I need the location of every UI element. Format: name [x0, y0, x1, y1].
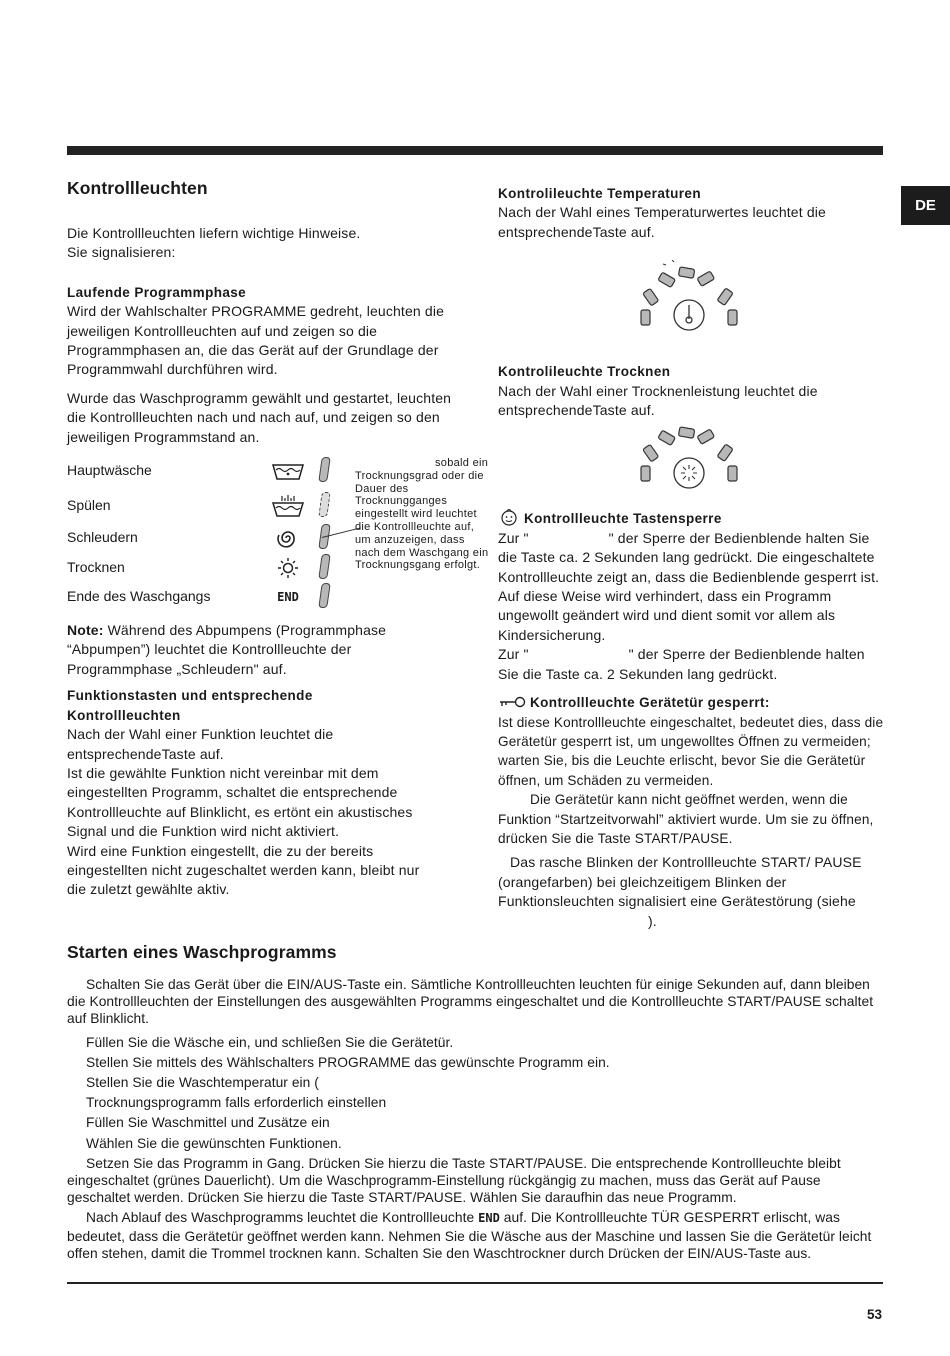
- temp-text: Nach der Wahl eines Temperaturwertes leuchtet die entsprechendeTaste auf.: [498, 204, 826, 240]
- rinse-tub-icon: [267, 495, 309, 517]
- lock-text-c: Zur ": [498, 646, 529, 663]
- side-note-text: sobald ein Trocknungsgrad oder die Dauer des Trocknungganges eingestellt wird leuchtet die Kontrollleuchte auf, um anzuzeigen, dass nach dem Waschgang ein Trocknungsgang erfolgt.: [355, 457, 489, 572]
- lock-heading-row: [498, 508, 884, 528]
- phase-row-end: [67, 586, 332, 608]
- page-number: 53: [867, 1307, 883, 1322]
- error-text-tail: ).: [648, 912, 657, 929]
- error-text-body: Das rasche Blinken der Kontrollleuchte START/ PAUSE (orangefarben) bei gleichzeitigem Blinken der Funktionsleuchten signalisiert eine Gerätestörung (siehe: [498, 854, 862, 910]
- child-lock-icon: [498, 508, 520, 526]
- dry-text: Nach der Wahl einer Trocknenleistung leuchtet die entsprechendeTaste auf.: [498, 382, 818, 419]
- func-text: Nach der Wahl einer Funktion leuchtet die entsprechendeTaste auf.: [67, 726, 334, 762]
- left-column: [67, 178, 489, 900]
- door-heading-row: [498, 693, 884, 712]
- lock-text-b: " der Sperre der Bedienblende halten Sie die Taste ca. 2 Sekunden lang gedrückt. Die eingeschaltete Kontrollleuchte zeigt an, dass die Bedienblende gesperrt ist. Auf diese Weise wird verhindert, dass ein Programm ungewollt geändert wird und dient somit vor allem als Kindersicherung.: [498, 529, 880, 643]
- end-icon: END: [277, 590, 299, 605]
- section-title-kontrollleuchten: Kontrollleuchten: [67, 178, 208, 198]
- sun-dry-icon: [267, 557, 309, 579]
- lock-heading: Kontrollleuchte Tastensperre: [524, 511, 722, 527]
- lock-text-d: " der Sperre der Bedienblende halten Sie die Taste ca. 2 Sekunden lang gedrückt.: [498, 646, 865, 682]
- dry-heading: Kontrolileuchte Trocknen: [498, 364, 671, 380]
- start-step-4: Stellen Sie die Waschtemperatur ein (: [86, 1075, 319, 1091]
- phase-label: Hauptwäsche: [67, 462, 152, 479]
- last-text-b: auf. Die Kontrollleuchte TÜR GESPERRT erlischt, was bedeutet, dass die Gerätetür geöffnet werden kann. Nehmen Sie die Wäsche aus der Maschine und lassen Sie die Gerätetür leicht offen stehen, damit die Trommel trocknen kann. Schalten Sie den Waschtrockner durch Drücken der EIN/AUS-Taste aus.: [67, 1210, 872, 1261]
- func-heading: Funktionstasten und entsprechende Kontrollleuchten: [67, 688, 313, 723]
- phase-row-spin: [67, 527, 332, 549]
- start-step-8: Setzen Sie das Programm in Gang. Drücken Sie hierzu die Taste START/PAUSE. Die entsprechende Kontrollleuchte bleibt eingeschaltet (grünes Dauerlicht). Um die Waschprogramm-Einstellung rückgängig zu machen, muss das Gerät auf Pause geschaltet werden. Drücken Sie hierzu die Taste START/PAUSE. Wählen Sie daraufhin das neue Programm.: [67, 1155, 841, 1206]
- phase-heading: Laufende Programmphase: [67, 284, 247, 300]
- bottom-rule: [67, 1282, 883, 1284]
- phase-led: [318, 492, 331, 517]
- spin-spiral-icon: [267, 527, 309, 549]
- wash-tub-icon: [267, 460, 309, 482]
- lock-text-a: Zur ": [498, 529, 529, 546]
- start-step-7: Wählen Sie die gewünschten Funktionen.: [86, 1135, 342, 1151]
- key-icon: [498, 695, 526, 709]
- func-text-2: Ist die gewählte Funktion nicht vereinbar mit dem eingestellten Programm, schaltet die entsprechende Kontrollleuchte auf Blinklicht, es ertönt ein akustisches Signal und die Funktion wird nicht aktiviert.: [67, 764, 413, 840]
- phase-table: [67, 457, 489, 617]
- note-label: Note:: [67, 622, 104, 639]
- start-step-3: Stellen Sie mittels des Wählschalters PROGRAMME das gewünschte Programm ein.: [86, 1054, 610, 1070]
- start-step-5: Trocknungsprogramm falls erforderlich einstellen: [86, 1095, 387, 1111]
- lock-text-2: [498, 645, 884, 684]
- door-text: Ist diese Kontrollleuchte eingeschaltet, bedeutet dies, dass die Gerätetür gesperrt ist, um ungewolltes Öffnen zu vermeiden; warten Sie, bis die Leuchte erlischt, bevor Sie die Gerätetür öffnen, um Schäden zu vermeiden.: [498, 714, 884, 788]
- note-text: Während des Abpumpens (Programmphase “Abpumpen”) leuchtet die Kontrollleuchte der Programmphase „Schleudern" auf.: [67, 622, 387, 677]
- section-title-start: Starten eines Waschprogramms: [67, 942, 337, 962]
- start-step-6: Füllen Sie Waschmittel und Zusätze ein: [86, 1115, 330, 1131]
- drying-dial-icon: [636, 426, 746, 496]
- start-step-9: [67, 1209, 883, 1262]
- right-column: [498, 184, 884, 931]
- intro-text: Die Kontrollleuchten liefern wichtige Hinweise.: [67, 225, 361, 241]
- phase-row-wash: [67, 460, 332, 482]
- phase-label: Trocknen: [67, 559, 125, 576]
- end-icon-inline: END: [478, 1211, 500, 1226]
- start-step-1: Schalten Sie das Gerät über die EIN/AUS-Taste ein. Sämtliche Kontrollleuchten leuchten für einige Sekunden auf, dann bleiben die Kontrollleuchten der Einstellungen des ausgewählten Programms eingeschaltet und die Kontrollleuchte START/PAUSE schaltet auf Blinklicht.: [67, 977, 874, 1027]
- door-heading: Kontrollleuchte Gerätetür gesperrt:: [530, 695, 770, 711]
- language-tab: DE: [901, 186, 950, 225]
- func-text-3: Wird eine Funktion eingestellt, die zu der bereits eingestellten nicht zugeschaltet werden kann, bleibt nur die zuletzt gewählte aktiv.: [67, 842, 420, 898]
- temp-heading: Kontrolileuchte Temperaturen: [498, 186, 701, 201]
- note-paragraph: [67, 621, 457, 679]
- door-text-2: Die Gerätetür kann nicht geöffnet werden, wenn die Funktion “Startzeitvorwahl” aktiviert wurde. Um sie zu öffnen, drücken Sie die Taste START/PAUSE.: [498, 792, 874, 846]
- phase-led: [318, 457, 331, 482]
- temperature-dial-icon: [636, 260, 746, 340]
- top-rule: [67, 146, 883, 155]
- intro-text-2: Sie signalisieren:: [67, 244, 176, 261]
- phase-label: Spülen: [67, 497, 111, 514]
- phase-led: [318, 554, 331, 579]
- last-text-a: Nach Ablauf des Waschprogramms leuchtet die Kontrollleuchte: [86, 1210, 479, 1226]
- phase-text-2: Wurde das Waschprogramm gewählt und gestartet, leuchten die Kontrollleuchten nach und nach auf, und zeigen so den jeweiligen Programmstand an.: [67, 389, 452, 445]
- phase-text: Wird der Wahlschalter PROGRAMME gedreht, leuchten die jeweiligen Kontrollleuchten auf und zeigen so die Programmphasen an, die das Gerät auf der Grundlage der Programmwahl durchführen wird.: [67, 303, 445, 378]
- phase-label: Ende des Waschgangs: [67, 588, 211, 605]
- side-note: [355, 457, 490, 572]
- phase-led: [318, 583, 331, 608]
- lock-text: [498, 529, 884, 645]
- start-step-2: Füllen Sie die Wäsche ein, und schließen Sie die Gerätetür.: [86, 1034, 454, 1050]
- phase-row-rinse: [67, 495, 332, 517]
- phase-row-dry: [67, 557, 332, 579]
- start-section: [67, 942, 883, 1262]
- error-text: [498, 853, 884, 931]
- phase-label: Schleudern: [67, 529, 138, 546]
